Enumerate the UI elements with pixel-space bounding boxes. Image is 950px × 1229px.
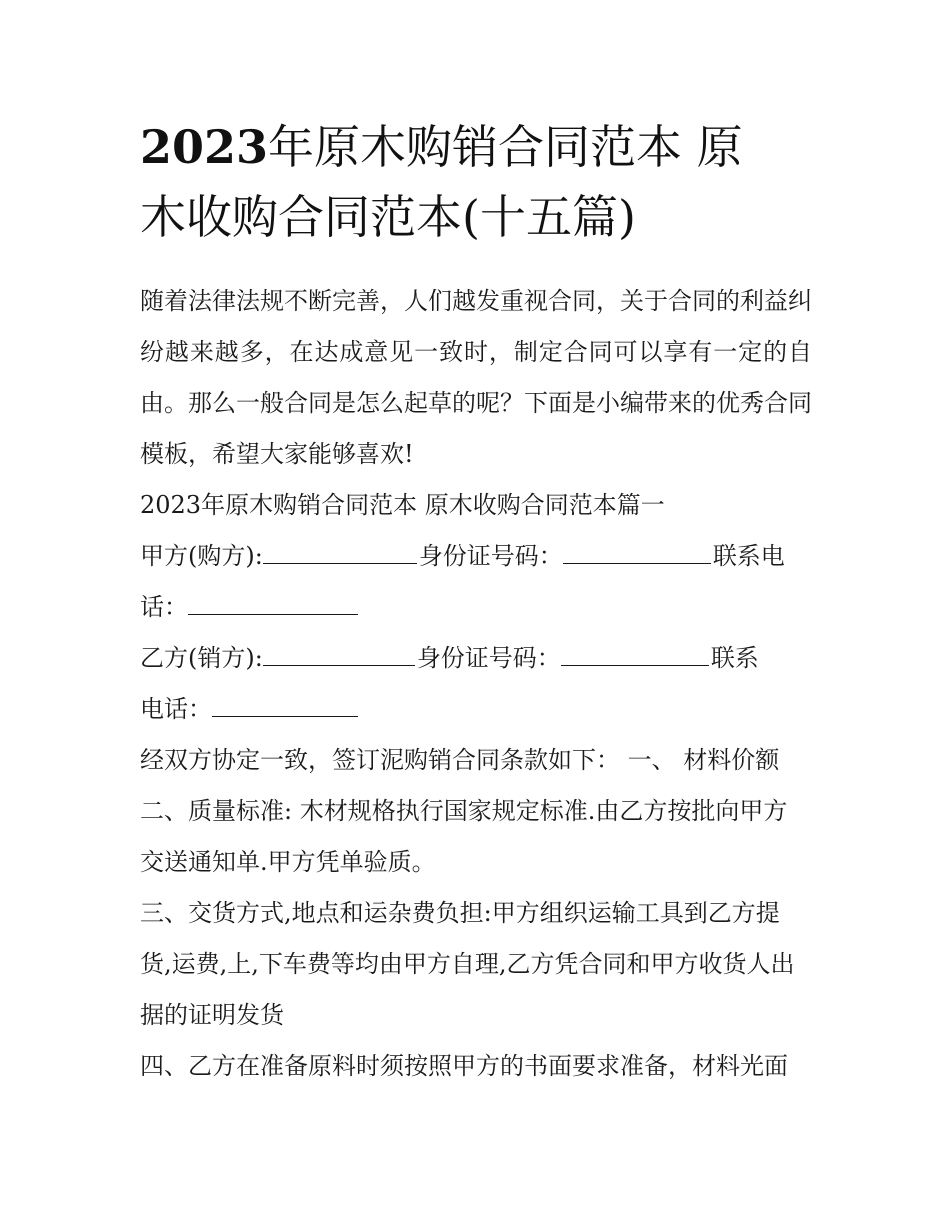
intro-paragraph: 随着法律法规不断完善，人们越发重视合同，关于合同的利益纠纷越来越多，在达成意见一致时，制定合同可以享有一定的自由。那么一般合同是怎么起草的呢？下面是小编带来的优秀合同模板，希望大家能够喜欢!	[140, 287, 812, 468]
party-b-name-blank	[263, 643, 415, 666]
title-line2-text: 木收购合同范本(十五篇)	[140, 190, 636, 244]
party-a-phone-line	[140, 582, 820, 633]
clause-line: 四、乙方在准备原料时须按照甲方的书面要求准备，材料光面	[140, 1052, 788, 1080]
clause-line: 交送通知单.甲方凭单验质。	[140, 848, 436, 876]
party-b-phone-label-cont: 电话：	[140, 695, 212, 723]
clause-line: 货,运费,上,下车费等均由甲方自理,乙方凭合同和甲方收货人出	[140, 950, 795, 978]
party-b-id-blank	[561, 643, 709, 666]
document-body	[140, 276, 820, 1092]
party-b-phone-blank	[212, 694, 358, 717]
title-line1-text: 年原木购销合同范本 原	[268, 120, 743, 174]
party-a-label: 甲方(购方):	[140, 542, 263, 570]
party-b-label: 乙方(销方):	[140, 644, 263, 672]
party-a-phone-label-cont: 话：	[140, 593, 188, 621]
party-b-line	[140, 633, 820, 684]
party-b-id-label: 身份证号码：	[416, 644, 561, 672]
section-heading: 2023年原木购销合同范本 原木收购合同范本篇一	[140, 491, 665, 519]
clause-line: 经双方协定一致，签订泥购销合同条款如下： 一、 材料价额	[140, 746, 780, 774]
party-a-id-blank	[563, 541, 711, 564]
party-a-phone-blank	[188, 592, 358, 615]
party-a-id-label: 身份证号码：	[418, 542, 563, 570]
party-a-line	[140, 531, 820, 582]
clause-line: 三、交货方式,地点和运杂费负担:甲方组织运输工具到乙方提	[140, 899, 780, 927]
title-year: 2023	[140, 120, 269, 174]
party-a-phone-label: 联系电	[712, 542, 785, 570]
party-b-phone-line	[140, 684, 820, 735]
document-title	[140, 112, 820, 252]
party-b-phone-label: 联系	[710, 644, 759, 672]
clause-line: 据的证明发货	[140, 1001, 284, 1029]
party-a-name-blank	[263, 541, 417, 564]
clause-line: 二、质量标准: 木材规格执行国家规定标准.由乙方按批向甲方	[140, 797, 788, 825]
